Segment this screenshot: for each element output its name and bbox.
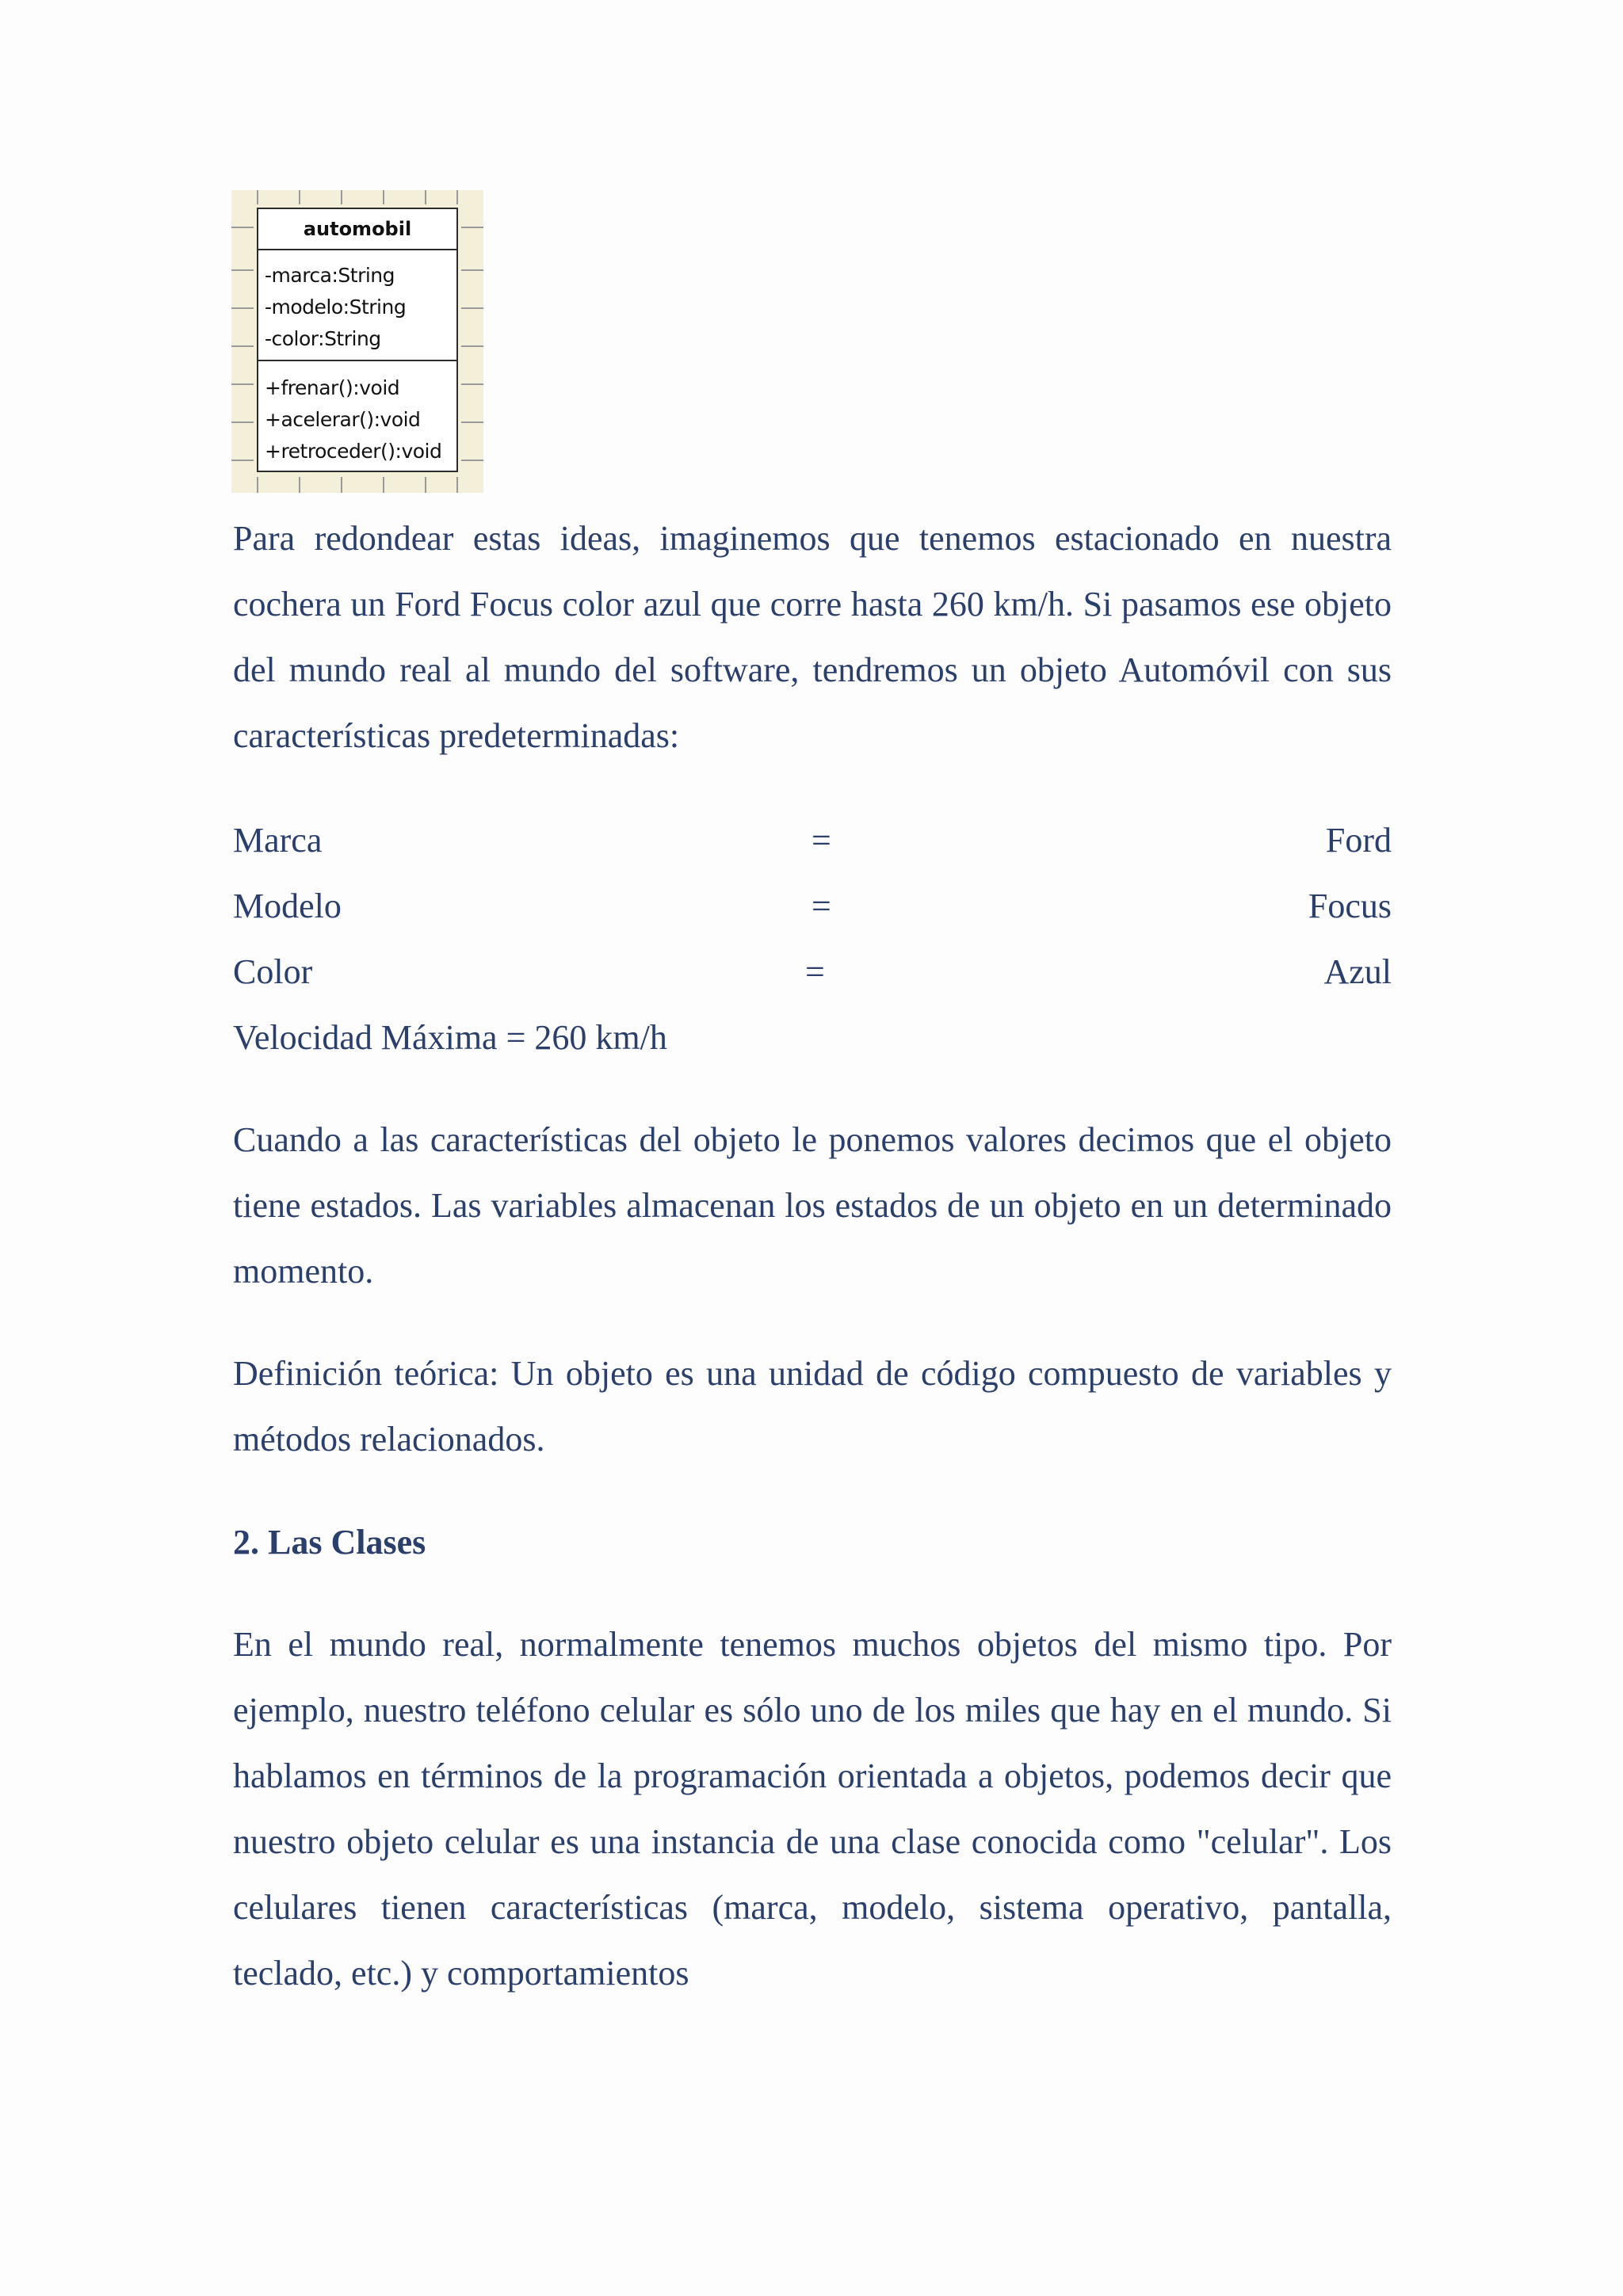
uml-class-name: automobil: [258, 209, 456, 250]
definition-paragraph-block: [233, 1341, 1392, 1472]
intro-paragraph-block: [233, 505, 1392, 769]
property-key: Color: [233, 952, 313, 991]
property-row-marca: [233, 807, 1392, 873]
property-value: Focus: [1308, 887, 1392, 925]
section-heading: 2. Las Clases: [233, 1523, 426, 1562]
equals-sign: =: [812, 821, 831, 860]
paragraph: Definición teórica: Un objeto es una unidad de código compuesto de variables y métodos relacionados.: [233, 1354, 1392, 1459]
uml-attribute: -color:String: [265, 327, 381, 350]
classes-paragraph-block: [233, 1611, 1392, 2006]
uml-attributes: [258, 250, 456, 361]
max-speed-text: Velocidad Máxima = 260 km/h: [233, 1018, 667, 1057]
uml-method: +acelerar():void: [265, 408, 421, 431]
property-row-color: [233, 939, 1392, 1005]
equals-sign: =: [812, 887, 831, 925]
uml-class-box: [257, 208, 458, 472]
states-paragraph-block: [233, 1107, 1392, 1304]
equals-sign: =: [805, 952, 825, 991]
property-value: Ford: [1325, 821, 1392, 860]
uml-class-diagram: [231, 190, 483, 493]
uml-method: +frenar():void: [265, 376, 400, 399]
property-row-modelo: [233, 873, 1392, 939]
uml-attribute: -marca:String: [265, 264, 395, 287]
paragraph: En el mundo real, normalmente tenemos muchos objetos del mismo tipo. Por ejemplo, nuestro teléfono celular es sólo uno de los miles que hay en el mundo. Si hablamos en términos de la programación orientada a objetos, podemos decir que nuestro objeto celular es una instancia de una clase conocida como "celular". Los celulares tienen características (marca, modelo, sistema operativo, pantalla, teclado, etc.) y comportamientos: [233, 1625, 1392, 1993]
uml-methods: [258, 361, 456, 467]
uml-method: +retroceder():void: [265, 440, 442, 463]
property-value: Azul: [1323, 952, 1392, 991]
uml-attribute: -modelo:String: [265, 296, 407, 318]
paragraph: Cuando a las características del objeto le ponemos valores decimos que el objeto tiene estados. Las variables almacenan los estados de un objeto en un determinado momento.: [233, 1120, 1392, 1291]
max-speed-row: [233, 1005, 1392, 1070]
property-key: Modelo: [233, 887, 342, 925]
property-key: Marca: [233, 821, 323, 860]
paragraph: Para redondear estas ideas, imaginemos que tenemos estacionado en nuestra cochera un Ford Focus color azul que corre hasta 260 km/h. Si pasamos ese objeto del mundo real al mundo del software, tendremos un objeto Automóvil con sus características predeterminadas:: [233, 519, 1392, 755]
